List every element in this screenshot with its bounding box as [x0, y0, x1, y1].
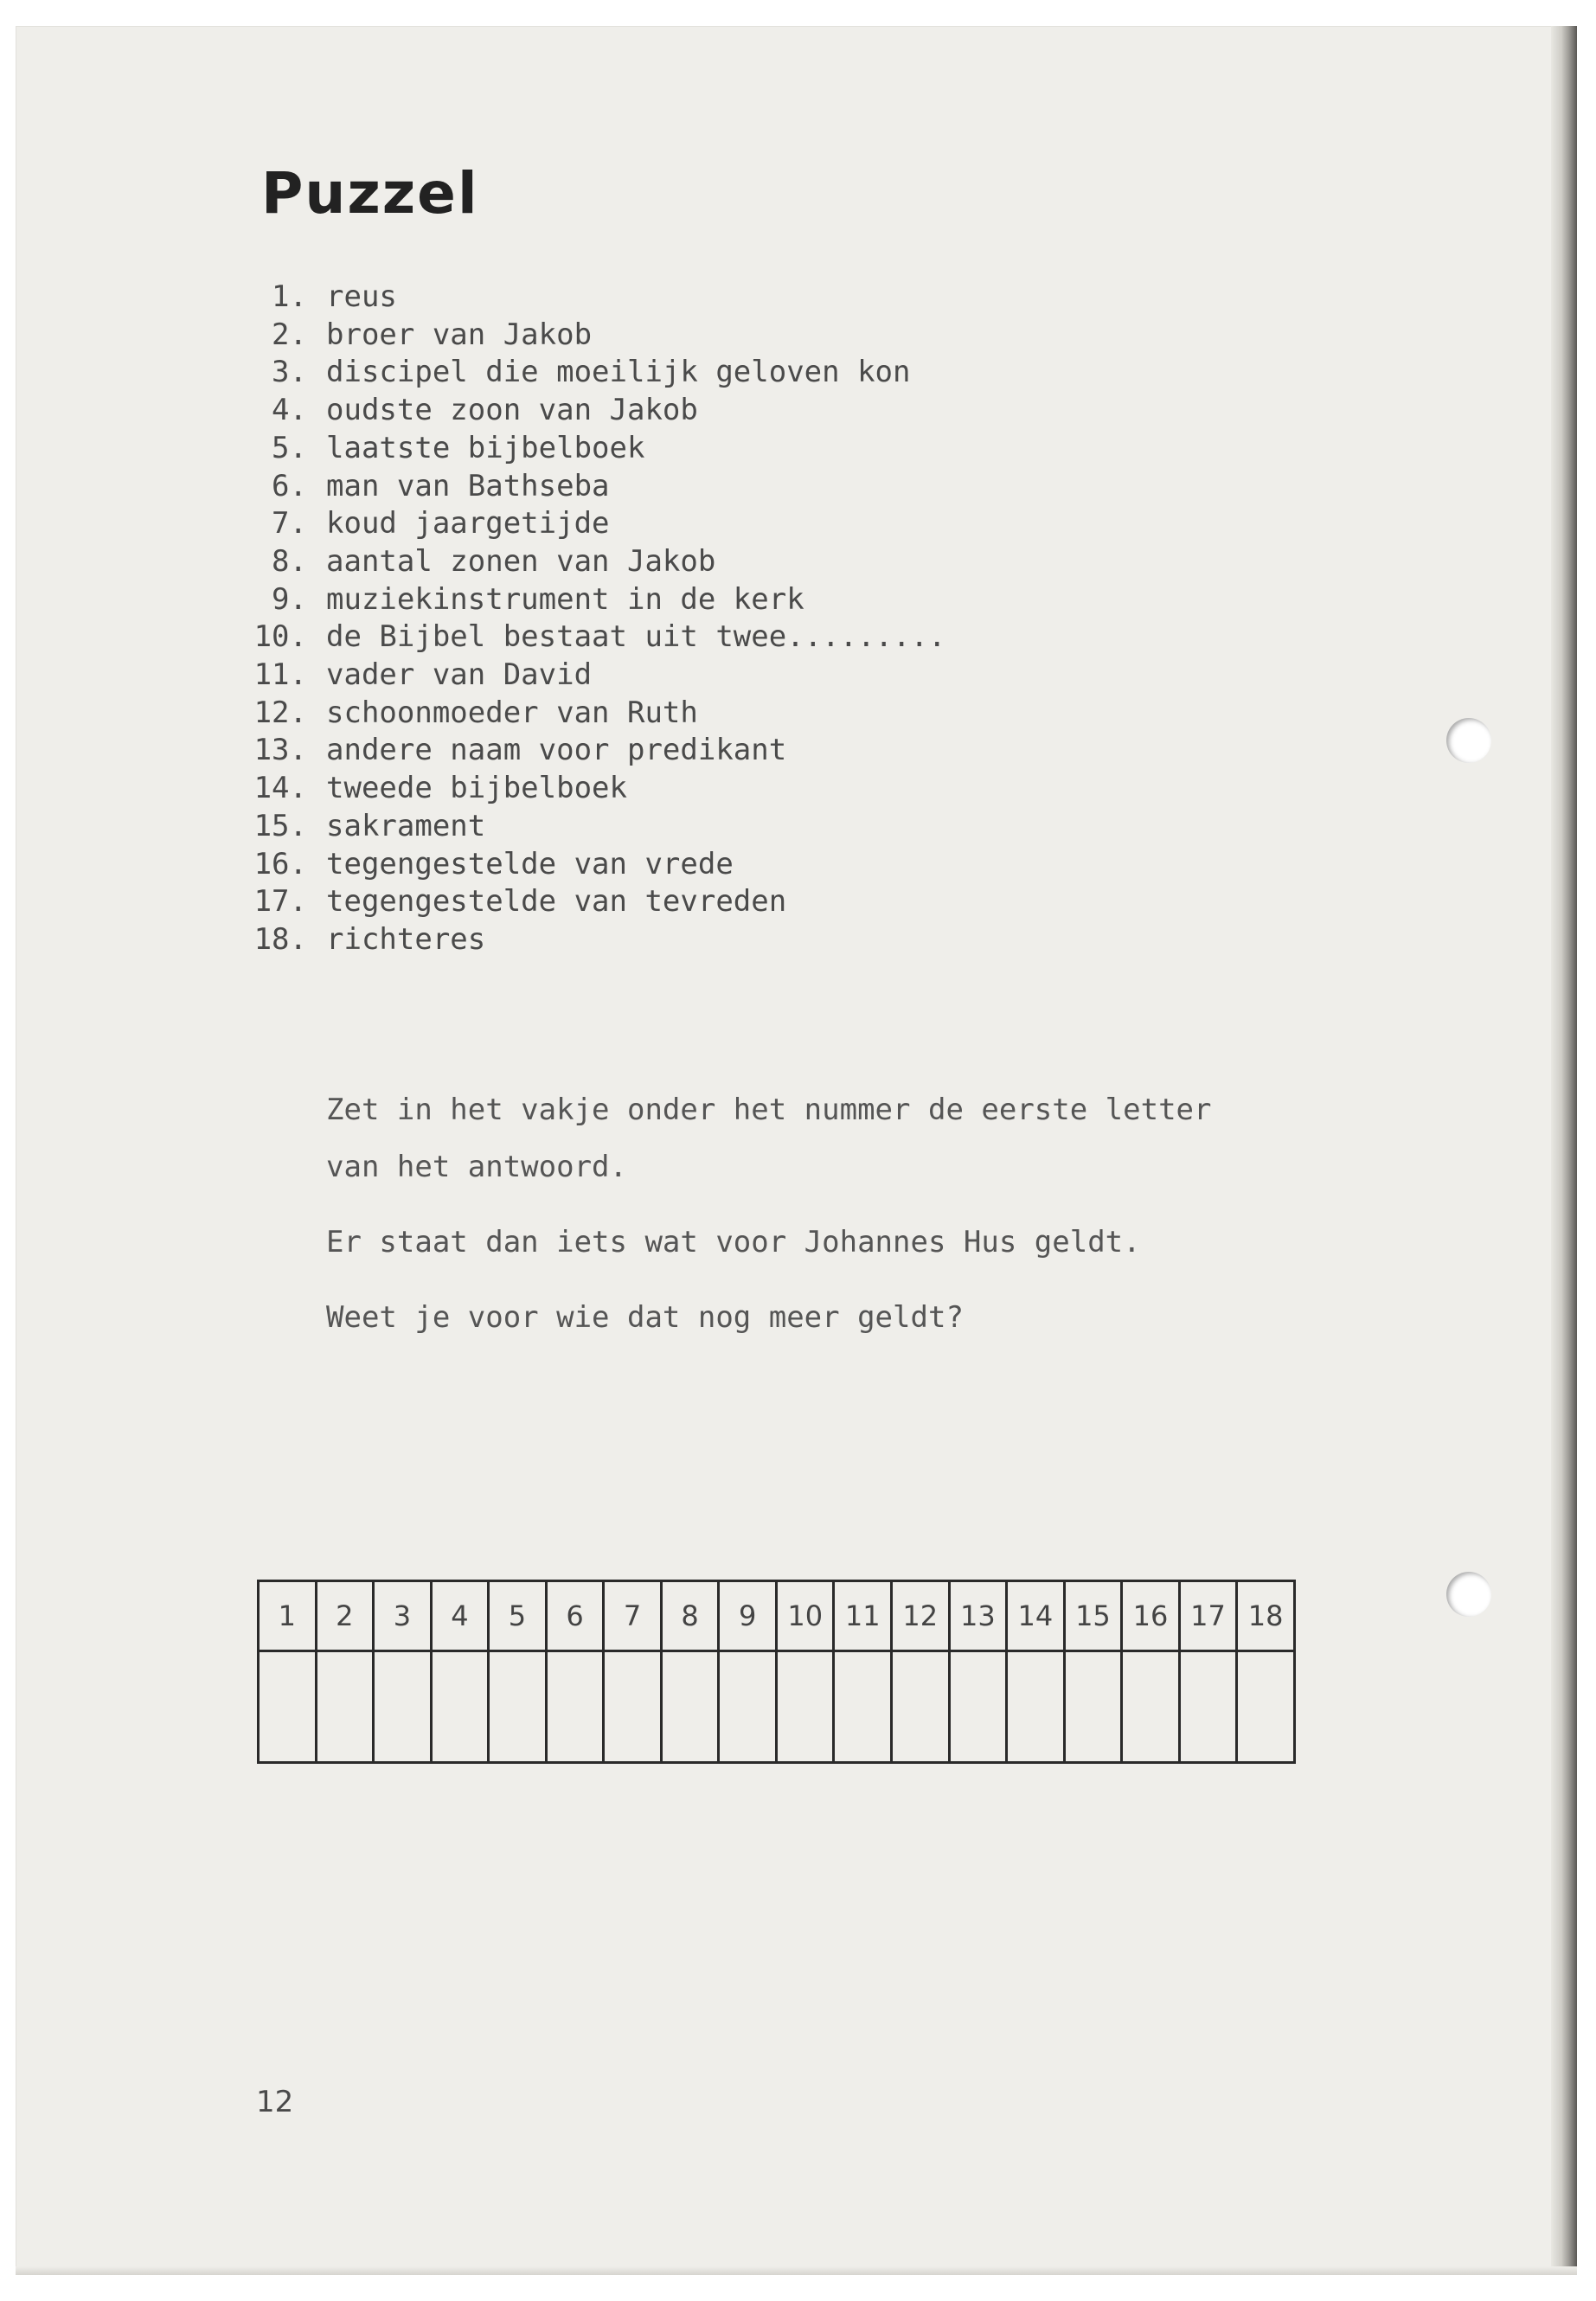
punch-hole-icon [1446, 718, 1491, 763]
clue-list [247, 279, 945, 959]
grid-number-cell: 6 [546, 1581, 604, 1651]
instruction-text: Er staat dan iets wat voor Johannes Hus geldt. [326, 1225, 1141, 1259]
grid-answer-cell[interactable] [1064, 1651, 1122, 1763]
clue-item [247, 808, 945, 846]
clue-number: 13. [253, 733, 307, 768]
clue-number: 14. [253, 771, 307, 806]
clue-text: man van Bathseba [326, 468, 610, 503]
grid-answer-cell[interactable] [546, 1651, 604, 1763]
clue-item [247, 505, 945, 543]
answer-grid [257, 1580, 1296, 1764]
grid-answer-cell[interactable] [1122, 1651, 1180, 1763]
grid-answer-cell[interactable] [316, 1651, 374, 1763]
clue-text: koud jaargetijde [326, 506, 610, 542]
clue-text: schoonmoeder van Ruth [326, 695, 698, 730]
grid-answer-cell[interactable] [604, 1651, 662, 1763]
grid-answer-cell[interactable] [661, 1651, 719, 1763]
clue-number: 1. [272, 279, 307, 314]
clue-text: oudste zoon van Jakob [326, 393, 698, 428]
grid-answer-cell[interactable] [1179, 1651, 1237, 1763]
grid-number-cell: 4 [431, 1581, 489, 1651]
clue-text: richteres [326, 921, 486, 957]
clue-item [247, 657, 945, 695]
grid-answer-cell[interactable] [259, 1651, 317, 1763]
clue-text: broer van Jakob [326, 317, 593, 352]
clue-number: 2. [272, 317, 307, 352]
grid-number-cell: 1 [259, 1581, 317, 1651]
clue-number: 4. [272, 393, 307, 428]
clue-item [247, 732, 945, 770]
grid-answer-cell[interactable] [892, 1651, 950, 1763]
grid-number-cell: 5 [489, 1581, 547, 1651]
clue-item [247, 883, 945, 921]
clue-item [247, 543, 945, 581]
clue-number: 9. [272, 581, 307, 617]
paper-edge-shadow [1551, 26, 1577, 2275]
grid-number-row [259, 1581, 1295, 1651]
page-title: Puzzel [261, 160, 479, 227]
grid-number-cell: 14 [1007, 1581, 1065, 1651]
clue-text: muziekinstrument in de kerk [326, 581, 804, 617]
grid-answer-cell[interactable] [719, 1651, 777, 1763]
instruction-text: Zet in het vakje onder het nummer de eerste letter van het antwoord. [326, 1093, 1212, 1184]
clue-text: tegengestelde van tevreden [326, 884, 787, 920]
clue-number: 11. [253, 657, 307, 693]
clue-item [247, 581, 945, 619]
clue-text: andere naam voor predikant [326, 733, 787, 768]
clue-text: laatste bijbelboek [326, 430, 645, 465]
grid-number-cell: 16 [1122, 1581, 1180, 1651]
clue-item [247, 619, 945, 657]
clue-item [247, 392, 945, 430]
clue-item [247, 770, 945, 808]
clue-item [247, 354, 945, 392]
clue-text: de Bijbel bestaat uit twee......... [326, 619, 946, 655]
clue-item [247, 846, 945, 884]
grid-answer-cell[interactable] [1237, 1651, 1295, 1763]
grid-number-cell: 3 [374, 1581, 432, 1651]
clue-number: 12. [253, 695, 307, 730]
grid-number-cell: 10 [776, 1581, 834, 1651]
clue-item [247, 279, 945, 317]
clue-item [247, 468, 945, 506]
grid-number-cell: 8 [661, 1581, 719, 1651]
clue-text: tegengestelde van vrede [326, 846, 734, 881]
grid-number-cell: 9 [719, 1581, 777, 1651]
grid-answer-cell[interactable] [374, 1651, 432, 1763]
grid-answer-cell[interactable] [1007, 1651, 1065, 1763]
grid-number-cell: 13 [949, 1581, 1007, 1651]
clue-number: 8. [272, 543, 307, 579]
clue-item [247, 695, 945, 733]
clue-text: aantal zonen van Jakob [326, 543, 716, 579]
page-number: 12 [256, 2085, 294, 2119]
clue-number: 3. [272, 355, 307, 390]
clue-number: 7. [272, 506, 307, 542]
grid-number-cell: 7 [604, 1581, 662, 1651]
grid-answer-cell[interactable] [949, 1651, 1007, 1763]
question-text: Weet je voor wie dat nog meer geldt? [326, 1300, 964, 1335]
grid-answer-cell[interactable] [834, 1651, 892, 1763]
grid-number-cell: 11 [834, 1581, 892, 1651]
clue-number: 17. [253, 884, 307, 920]
clue-number: 5. [272, 430, 307, 465]
clue-text: reus [326, 279, 397, 314]
clue-number: 16. [253, 846, 307, 881]
grid-number-cell: 18 [1237, 1581, 1295, 1651]
clue-item [247, 317, 945, 355]
clue-number: 15. [253, 808, 307, 843]
grid-number-cell: 12 [892, 1581, 950, 1651]
clue-item [247, 921, 945, 959]
grid-answer-cell[interactable] [776, 1651, 834, 1763]
clue-number: 10. [253, 619, 307, 655]
grid-number-cell: 15 [1064, 1581, 1122, 1651]
grid-answer-cell[interactable] [431, 1651, 489, 1763]
paper-bottom-shadow [16, 2266, 1577, 2275]
grid-number-cell: 17 [1179, 1581, 1237, 1651]
clue-number: 6. [272, 468, 307, 503]
clue-text: tweede bijbelboek [326, 771, 627, 806]
clue-text: discipel die moeilijk geloven kon [326, 355, 911, 390]
punch-hole-icon [1446, 1572, 1491, 1617]
grid-answer-row [259, 1651, 1295, 1763]
clue-item [247, 430, 945, 468]
clue-number: 18. [253, 921, 307, 957]
grid-answer-cell[interactable] [489, 1651, 547, 1763]
clue-text: sakrament [326, 808, 486, 843]
clue-text: vader van David [326, 657, 593, 693]
grid-number-cell: 2 [316, 1581, 374, 1651]
